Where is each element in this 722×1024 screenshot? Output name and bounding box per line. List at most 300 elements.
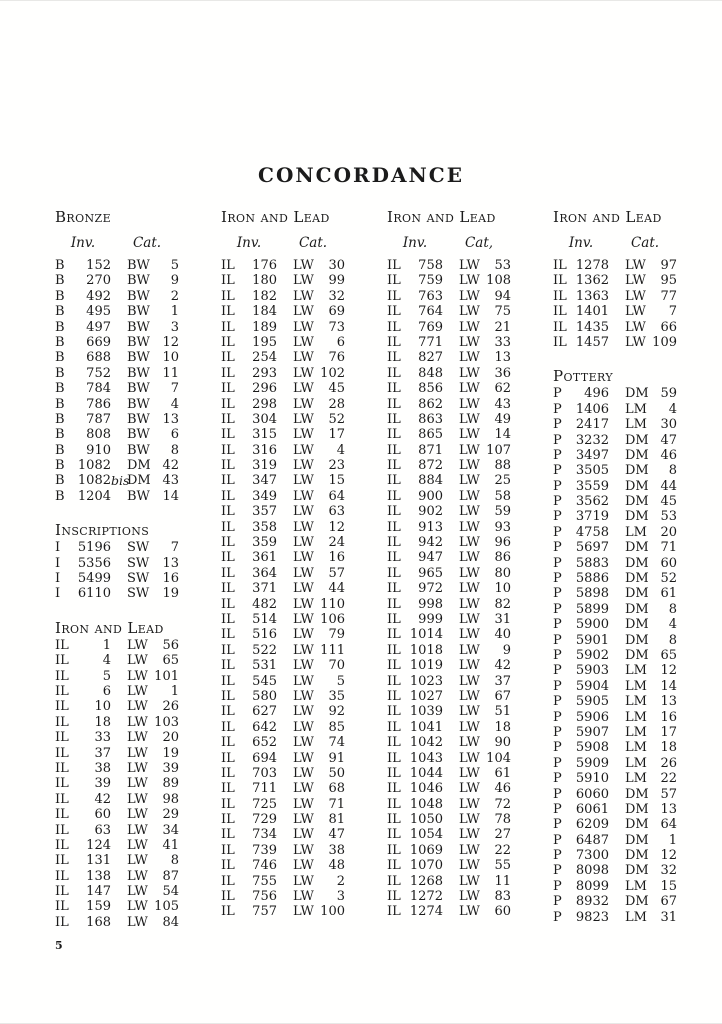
inventory-prefix: IL [221,273,235,289]
table-row [55,540,221,555]
inventory-number: 627 [252,704,277,720]
table-row [553,787,719,802]
inventory-number: 759 [418,273,443,289]
inventory-number: 545 [252,673,277,689]
catalogue-number: 32 [328,288,345,304]
catalogue-prefix: LW [293,673,314,689]
catalogue-number: 20 [660,524,677,540]
catalogue-prefix: DM [625,447,649,463]
inventory-number: 6487 [575,832,609,848]
concordance-column-3 [387,207,553,930]
inventory-prefix: P [553,432,562,448]
inventory-prefix: B [55,273,65,289]
table-row [221,904,387,919]
catalogue-number: 13 [660,801,677,817]
catalogue-prefix: LW [293,273,314,289]
inventory-number: 913 [418,519,443,535]
table-row [221,689,387,704]
table-row [387,289,553,304]
table-row [553,817,719,832]
inventory-number: 1401 [575,304,609,320]
inventory-prefix: IL [553,304,567,320]
table-row [387,735,553,750]
catalogue-prefix: LW [293,735,314,751]
page-title: CONCORDANCE [258,163,464,187]
inventory-number: 769 [418,319,443,335]
table-row [387,504,553,519]
catalogue-number: 104 [486,750,511,766]
catalogue-prefix: LW [459,473,480,489]
inventory-prefix: IL [221,334,235,350]
catalogue-number: 45 [660,494,677,510]
catalogue-number: 2 [170,288,179,304]
inventory-number: 965 [418,565,443,581]
catalogue-prefix: LW [127,714,148,730]
inventory-number: 6 [102,683,111,699]
inventory-prefix: B [55,411,65,427]
inventory-prefix: IL [55,791,69,807]
inventory-prefix: P [553,740,562,756]
catalogue-prefix: LW [459,535,480,551]
catalogue-prefix: LW [459,750,480,766]
inventory-prefix: IL [387,735,401,751]
inventory-number: 1027 [409,688,443,704]
inventory-number: 5899 [575,601,609,617]
catalogue-prefix: LW [459,735,480,751]
catalogue-prefix: LW [293,873,314,889]
column-header-row [55,236,221,251]
inventory-number: 361 [252,550,277,566]
table-row [55,669,221,684]
catalogue-prefix: BW [127,288,150,304]
inventory-prefix: IL [221,827,235,843]
inventory-number: 3562 [575,494,609,510]
inventory-number: 152 [86,258,111,273]
table-row [553,304,719,319]
catalogue-number: 4 [668,401,677,417]
inventory-prefix: IL [221,858,235,874]
inventory-prefix: IL [221,442,235,458]
inventory-number: 5909 [575,755,609,771]
table-row [55,653,221,668]
catalogue-prefix: LW [625,288,646,304]
inventory-prefix: IL [221,704,235,720]
section-heading: Iron and Lead [55,618,164,637]
catalogue-prefix: LW [293,396,314,412]
inventory-number: 902 [418,504,443,520]
inventory-prefix: IL [55,914,69,930]
catalogue-number: 2 [336,873,345,889]
catalogue-prefix: LW [127,837,148,853]
inventory-prefix: IL [221,304,235,320]
catalogue-number: 15 [328,473,345,489]
catalogue-prefix: BW [127,273,150,289]
table-row [387,581,553,596]
catalogue-number: 93 [494,519,511,535]
table-row [553,273,719,288]
inventory-number: 6209 [575,817,609,833]
table-row [387,889,553,904]
catalogue-number: 3 [170,319,179,335]
inventory-prefix: IL [221,458,235,474]
table-row [221,489,387,504]
table-row [55,458,221,473]
table-row [55,684,221,699]
section-rows [553,386,719,925]
catalogue-number: 64 [660,817,677,833]
catalogue-number: 8 [668,632,677,648]
inventory-number: 5903 [575,663,609,679]
table-row [387,904,553,919]
inventory-number: 1082 [77,458,111,474]
inventory-number: 37 [94,745,111,761]
catalogue-prefix: LM [625,771,647,787]
catalogue-number: 9 [170,273,179,289]
inventory-number: 1204 [77,488,111,504]
inventory-prefix: P [553,863,562,879]
catalogue-number: 13 [162,411,179,427]
table-row [553,586,719,601]
catalogue-number: 59 [660,386,677,402]
catalogue-prefix: LW [459,688,480,704]
inventory-number: 787 [86,411,111,427]
inventory-number: 357 [252,504,277,520]
inventory-number: 5499 [77,571,111,587]
inventory-number: 763 [418,288,443,304]
table-row [553,648,719,663]
inventory-number: 1406 [575,401,609,417]
table-row [387,366,553,381]
inventory-number: 3505 [575,463,609,479]
catalogue-prefix: LW [293,781,314,797]
inventory-number: 827 [418,350,443,366]
catalogue-number: 73 [328,319,345,335]
catalogue-number: 35 [328,688,345,704]
catalogue-number: 65 [660,647,677,663]
inventory-number: 39 [94,776,111,792]
catalogue-number: 52 [660,571,677,587]
table-row [553,556,719,571]
catalogue-prefix: SW [127,540,150,556]
catalogue-prefix: LW [127,699,148,715]
catalogue-prefix: LW [459,427,480,443]
inventory-prefix: IL [55,837,69,853]
inventory-prefix: IL [221,288,235,304]
inventory-number: 42 [94,791,111,807]
inventory-prefix: P [553,724,562,740]
inventory-prefix: B [55,334,65,350]
table-row [387,766,553,781]
table-row [387,443,553,458]
catalogue-number: 4 [668,617,677,633]
inventory-number: 746 [252,858,277,874]
catalogue-prefix: DM [625,463,649,479]
table-row [55,397,221,412]
inventory-prefix: IL [387,658,401,674]
inventory-number: 319 [252,458,277,474]
catalogue-number: 89 [162,776,179,792]
catalogue-prefix: LW [293,658,314,674]
inventory-number: 1274 [409,904,443,920]
inventory-number: 752 [86,365,111,381]
catalogue-prefix: DM [625,494,649,510]
catalogue-number: 1 [668,832,677,848]
inventory-number: 138 [86,868,111,884]
catalogue-prefix: LM [625,678,647,694]
table-row [387,350,553,365]
catalogue-number: 37 [494,673,511,689]
catalogue-number: 16 [162,571,179,587]
table-row [387,458,553,473]
inventory-number: 270 [86,273,111,289]
table-row [55,289,221,304]
inventory-number: 1 [102,637,111,653]
catalogue-prefix: LW [293,596,314,612]
table-row [553,540,719,555]
catalogue-prefix: LW [459,873,480,889]
table-row [55,412,221,427]
catalogue-prefix: LW [459,504,480,520]
table-row [387,612,553,627]
inventory-prefix: IL [221,611,235,627]
inventory-number: 63 [94,822,111,838]
inv-header-label: Inv. [70,235,96,251]
catalogue-prefix: LW [127,853,148,869]
inventory-prefix: IL [387,550,401,566]
inventory-number: 764 [418,304,443,320]
table-row [55,258,221,273]
inventory-prefix: IL [221,381,235,397]
catalogue-prefix: LW [293,350,314,366]
catalogue-number: 46 [494,781,511,797]
catalogue-prefix: LW [459,442,480,458]
section [55,522,221,602]
catalogue-number: 69 [328,304,345,320]
inventory-prefix: IL [387,750,401,766]
catalogue-number: 5 [170,258,179,273]
inventory-number: 1070 [409,858,443,874]
catalogue-prefix: LW [127,637,148,653]
inventory-number: 4 [102,653,111,669]
inventory-number: 5886 [575,571,609,587]
catalogue-number: 13 [660,694,677,710]
catalogue-prefix: LW [293,304,314,320]
inventory-number: 703 [252,765,277,781]
catalogue-prefix: BW [127,427,150,443]
inventory-prefix: IL [387,273,401,289]
inventory-number: 131 [86,853,111,869]
catalogue-number: 96 [494,535,511,551]
catalogue-number: 29 [162,807,179,823]
inventory-number: 5904 [575,678,609,694]
catalogue-prefix: SW [127,555,150,571]
inventory-number: 315 [252,427,277,443]
catalogue-prefix: LW [293,288,314,304]
table-row [387,320,553,335]
table-row [221,581,387,596]
catalogue-number: 28 [328,396,345,412]
inventory-number: 5906 [575,709,609,725]
inventory-number: 189 [252,319,277,335]
inventory-prefix: IL [387,304,401,320]
inventory-prefix: P [553,786,562,802]
inventory-prefix: P [553,817,562,833]
table-row [387,566,553,581]
section-rows [387,258,553,920]
table-row [553,463,719,478]
inventory-number: 1272 [409,889,443,905]
inventory-prefix: IL [221,642,235,658]
table-row [387,550,553,565]
inventory-prefix: IL [55,668,69,684]
inventory-number: 176 [252,258,277,273]
catalogue-number: 17 [328,427,345,443]
catalogue-number: 106 [320,611,345,627]
catalogue-prefix: LW [459,827,480,843]
inventory-prefix: P [553,709,562,725]
table-row [387,812,553,827]
inventory-number: 5901 [575,632,609,648]
catalogue-prefix: LW [625,334,646,350]
inventory-number: 6061 [575,801,609,817]
catalogue-prefix: LW [459,519,480,535]
catalogue-number: 8 [668,463,677,479]
inventory-number: 1046 [409,781,443,797]
catalogue-number: 4 [170,396,179,412]
inventory-prefix: P [553,771,562,787]
inventory-prefix: IL [387,904,401,920]
catalogue-number: 78 [494,812,511,828]
catalogue-prefix: LW [293,796,314,812]
inventory-number: 195 [252,334,277,350]
catalogue-prefix: DM [625,601,649,617]
catalogue-number: 1 [170,683,179,699]
inventory-prefix: P [553,832,562,848]
section-heading: Iron and Lead [387,208,496,226]
inventory-prefix: IL [221,658,235,674]
table-row [387,381,553,396]
inventory-prefix: P [553,632,562,648]
inventory-prefix: IL [387,858,401,874]
inventory-number: 1435 [575,319,609,335]
catalogue-prefix: LW [459,381,480,397]
catalogue-number: 10 [162,350,179,366]
inventory-prefix: IL [221,581,235,597]
inventory-number: 999 [418,611,443,627]
inventory-number: 865 [418,427,443,443]
catalogue-prefix: DM [625,540,649,556]
inventory-prefix: IL [387,319,401,335]
inventory-prefix: B [55,319,65,335]
catalogue-prefix: DM [625,432,649,448]
table-row [553,289,719,304]
concordance-columns [55,207,719,930]
table-row [55,853,221,868]
catalogue-number: 31 [494,611,511,627]
inventory-prefix: IL [387,581,401,597]
catalogue-number: 63 [328,504,345,520]
table-row [221,827,387,842]
inventory-prefix: P [553,401,562,417]
catalogue-number: 14 [494,427,511,443]
table-row [387,827,553,842]
table-row [553,694,719,709]
catalogue-number: 95 [660,273,677,289]
catalogue-prefix: LW [293,365,314,381]
catalogue-number: 92 [328,704,345,720]
catalogue-number: 27 [494,827,511,843]
catalogue-prefix: DM [625,632,649,648]
catalogue-number: 33 [494,334,511,350]
inventory-number: 1039 [409,704,443,720]
section [221,209,387,920]
table-row [553,740,719,755]
catalogue-number: 67 [494,688,511,704]
inventory-prefix: IL [55,822,69,838]
catalogue-prefix: LM [625,401,647,417]
inventory-number: 642 [252,719,277,735]
table-row [55,730,221,745]
inventory-number: 757 [252,904,277,920]
catalogue-number: 44 [660,478,677,494]
inventory-prefix: IL [387,688,401,704]
inventory-prefix: B [55,381,65,397]
table-row [553,479,719,494]
inventory-prefix: IL [221,735,235,751]
catalogue-prefix: LW [459,288,480,304]
catalogue-number: 26 [162,699,179,715]
table-row [387,427,553,442]
inventory-prefix: IL [221,781,235,797]
table-row [387,843,553,858]
section [55,620,221,930]
inventory-number: 8098 [575,863,609,879]
inventory-number: 296 [252,381,277,397]
table-row [553,802,719,817]
catalogue-prefix: LW [293,458,314,474]
inventory-number: 9823 [575,909,609,925]
concordance-column-4 [553,207,719,930]
inventory-prefix: P [553,447,562,463]
inventory-number: 3719 [575,509,609,525]
inventory-number: 531 [252,658,277,674]
table-row [221,627,387,642]
cat-header-label: Cat. [298,235,328,251]
table-row [221,304,387,319]
inventory-number: 5196 [77,540,111,556]
inventory-prefix: P [553,647,562,663]
catalogue-prefix: LW [293,488,314,504]
inventory-prefix: IL [387,704,401,720]
inventory-prefix: B [55,473,65,489]
catalogue-number: 52 [328,411,345,427]
table-row [553,509,719,524]
catalogue-number: 97 [660,258,677,273]
catalogue-number: 31 [660,909,677,925]
catalogue-number: 91 [328,750,345,766]
catalogue-prefix: LW [127,822,148,838]
catalogue-number: 60 [660,555,677,571]
table-row [221,843,387,858]
inventory-number: 5902 [575,647,609,663]
inventory-number: 910 [86,442,111,458]
table-row [221,751,387,766]
inventory-prefix: IL [553,273,567,289]
inventory-number: 522 [252,642,277,658]
inventory-prefix: IL [55,760,69,776]
inventory-prefix: IL [387,473,401,489]
catalogue-number: 60 [494,904,511,920]
